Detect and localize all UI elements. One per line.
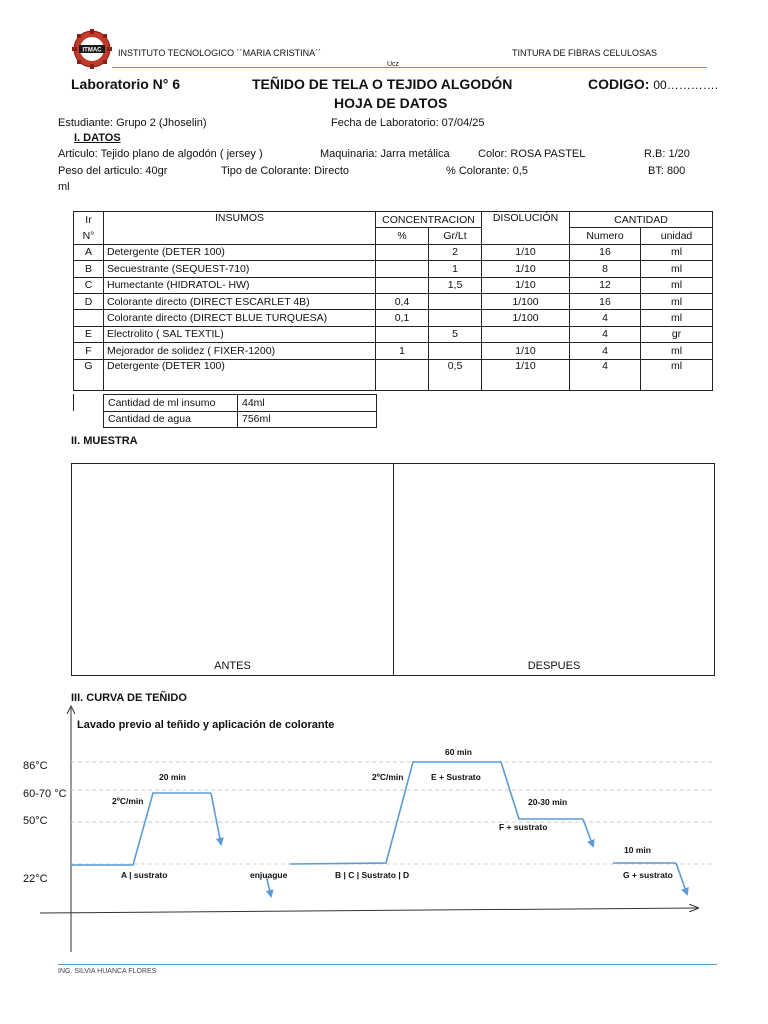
row-grlt [429, 293, 482, 309]
row-id: A [74, 244, 104, 260]
totals-value: 756ml [238, 411, 377, 428]
label-10-min: 10 min [624, 845, 651, 855]
row-disolucion: 1/10 [482, 359, 570, 390]
label-20-min: 20 min [159, 772, 186, 782]
row-pct [376, 261, 429, 277]
peso-articulo: Peso del articulo: 40gr [58, 165, 168, 177]
header-ir: Ir [74, 212, 104, 228]
row-insumo: Detergente (DETER 100) [104, 359, 376, 390]
row-unidad: ml [641, 359, 713, 390]
section-curva: III. CURVA DE TEÑIDO [71, 692, 187, 704]
row-numero: 16 [570, 293, 641, 309]
table-row [74, 343, 713, 359]
footer-author: ING. SILVIA HUANCA FLORES [58, 968, 157, 975]
table-row [74, 326, 713, 342]
row-id: G [74, 359, 104, 390]
row-insumo: Detergente (DETER 100) [104, 244, 376, 260]
row-numero: 4 [570, 343, 641, 359]
row-insumo: Colorante directo (DIRECT ESCARLET 4B) [104, 293, 376, 309]
row-id: C [74, 277, 104, 293]
page-title: TEÑIDO DE TELA O TEJIDO ALGODÓN [252, 76, 513, 92]
row-unidad: ml [641, 293, 713, 309]
row-grlt: 5 [429, 326, 482, 342]
row-id: F [74, 343, 104, 359]
row-disolucion: 1/100 [482, 293, 570, 309]
bano-total: BT: 800 [648, 165, 686, 177]
row-disolucion [482, 326, 570, 342]
row-insumo: Mejorador de solidez ( FIXER-1200) [104, 343, 376, 359]
totals-table [103, 394, 377, 428]
section-datos: I. DATOS [74, 132, 121, 144]
row-insumo: Secuestrante (SEQUEST-710) [104, 261, 376, 277]
totals-row [104, 411, 377, 428]
drain-arrow-2 [583, 819, 593, 846]
label-rate-1: 2ºC/min [112, 796, 144, 806]
sample-before-label: ANTES [214, 660, 251, 672]
row-numero: 8 [570, 261, 641, 277]
sample-before-box [71, 463, 394, 676]
row-disolucion: 1/10 [482, 261, 570, 277]
label-a-sustrato: A | sustrato [121, 870, 168, 880]
row-unidad: gr [641, 326, 713, 342]
row-id: E [74, 326, 104, 342]
codigo-label: CODIGO: [588, 76, 650, 92]
y-label-22: 22°C [23, 873, 48, 885]
row-numero: 16 [570, 244, 641, 260]
codigo [588, 76, 718, 92]
row-unidad: ml [641, 261, 713, 277]
logo-text: ITMAC [82, 47, 102, 54]
row-unidad: ml [641, 244, 713, 260]
row-id: D [74, 293, 104, 309]
row-numero: 4 [570, 326, 641, 342]
bano-total-unit: ml [58, 181, 70, 193]
drain-arrow-3 [676, 863, 687, 894]
row-disolucion: 1/100 [482, 310, 570, 326]
header-grlt: Gr/Lt [429, 228, 482, 244]
y-label-86: 86°C [23, 760, 48, 772]
row-disolucion: 1/10 [482, 277, 570, 293]
row-numero: 4 [570, 310, 641, 326]
label-g-sustrato: G + sustrato [623, 870, 673, 880]
header-disolucion: DISOLUCIÓN [482, 212, 570, 245]
row-pct [376, 277, 429, 293]
institute-name: INSTITUTO TECNOLOGICO ´´MARIA CRISTINA´´ [118, 48, 322, 58]
row-grlt [429, 343, 482, 359]
table-header-row [74, 212, 713, 228]
row-grlt: 2 [429, 244, 482, 260]
table-row [74, 261, 713, 277]
table-row [74, 277, 713, 293]
header-mark: Ucz [387, 61, 400, 68]
insumos-table [73, 211, 713, 391]
label-rate-2: 2ºC/min [372, 772, 404, 782]
sample-after-label: DESPUES [527, 660, 581, 672]
institute-logo [72, 29, 112, 69]
row-numero: 4 [570, 359, 641, 390]
header-concentracion: CONCENTRACION [376, 212, 482, 228]
page-subtitle: HOJA DE DATOS [334, 95, 448, 111]
subject-name: TINTURA DE FIBRAS CELULOSAS [512, 48, 658, 58]
row-pct: 0,1 [376, 310, 429, 326]
totals-label: Cantidad de agua [104, 411, 238, 428]
header-rule [112, 67, 707, 68]
curve-subtitle: Lavado previo al teñido y aplicación de colorante [77, 719, 335, 731]
row-insumo: Electrolito ( SAL TEXTIL) [104, 326, 376, 342]
articulo: Articulo: Tejido plano de algodón ( jersey ) [58, 148, 263, 160]
y-label-60-70: 60-70 °C [23, 788, 67, 800]
table-row [74, 310, 713, 326]
row-insumo: Colorante directo (DIRECT BLUE TURQUESA) [104, 310, 376, 326]
sample-after-box [393, 463, 715, 676]
y-label-50: 50°C [23, 815, 48, 827]
relacion-bano: R.B: 1/20 [644, 148, 690, 160]
footer-rule [58, 964, 717, 965]
row-id: B [74, 261, 104, 277]
totals-value: 44ml [238, 395, 377, 412]
dyeing-curve-diagram [0, 700, 768, 960]
porcentaje-colorante: % Colorante: 0,5 [446, 165, 528, 177]
x-axis [40, 908, 698, 913]
row-disolucion: 1/10 [482, 343, 570, 359]
label-e-sustrato: E + Sustrato [431, 772, 481, 782]
row-unidad: ml [641, 277, 713, 293]
lab-number: Laboratorio N° 6 [71, 76, 181, 92]
table-row [74, 359, 713, 390]
section-muestra: II. MUESTRA [71, 435, 138, 447]
header-insumos: INSUMOS [104, 212, 376, 245]
row-unidad: ml [641, 343, 713, 359]
label-b-c-d: B | C | Sustrato | D [335, 870, 410, 880]
row-pct: 1 [376, 343, 429, 359]
row-pct [376, 326, 429, 342]
header-numero: Numero [570, 228, 641, 244]
estudiante: Estudiante: Grupo 2 (Jhoselin) [58, 117, 207, 129]
row-grlt [429, 310, 482, 326]
codigo-value: 00…………. [653, 78, 719, 92]
drain-arrow-1 [211, 793, 221, 844]
header-cantidad: CANTIDAD [570, 212, 713, 228]
row-disolucion: 1/10 [482, 244, 570, 260]
header-unidad: unidad [641, 228, 713, 244]
label-60-min: 60 min [445, 747, 472, 757]
row-pct [376, 244, 429, 260]
color: Color: ROSA PASTEL [478, 148, 586, 160]
tipo-colorante: Tipo de Colorante: Directo [221, 165, 349, 177]
table-left-stub [73, 394, 74, 411]
row-grlt: 0,5 [429, 359, 482, 390]
row-unidad: ml [641, 310, 713, 326]
fecha-laboratorio: Fecha de Laboratorio: 07/04/25 [331, 117, 485, 129]
table-row [74, 293, 713, 309]
label-f-sustrato: F + sustrato [499, 822, 548, 832]
row-grlt: 1,5 [429, 277, 482, 293]
totals-row [104, 395, 377, 412]
table-row [74, 244, 713, 260]
row-numero: 12 [570, 277, 641, 293]
header-pct: % [376, 228, 429, 244]
label-enjuague: enjuague [250, 870, 288, 880]
row-pct [376, 359, 429, 390]
row-id [74, 310, 104, 326]
row-grlt: 1 [429, 261, 482, 277]
maquinaria: Maquinaria: Jarra metálica [320, 148, 450, 160]
row-pct: 0,4 [376, 293, 429, 309]
totals-label: Cantidad de ml insumo [104, 395, 238, 412]
label-20-30-min: 20-30 min [528, 797, 568, 807]
row-insumo: Humectante (HIDRATOL- HW) [104, 277, 376, 293]
header-n: N° [74, 228, 104, 244]
